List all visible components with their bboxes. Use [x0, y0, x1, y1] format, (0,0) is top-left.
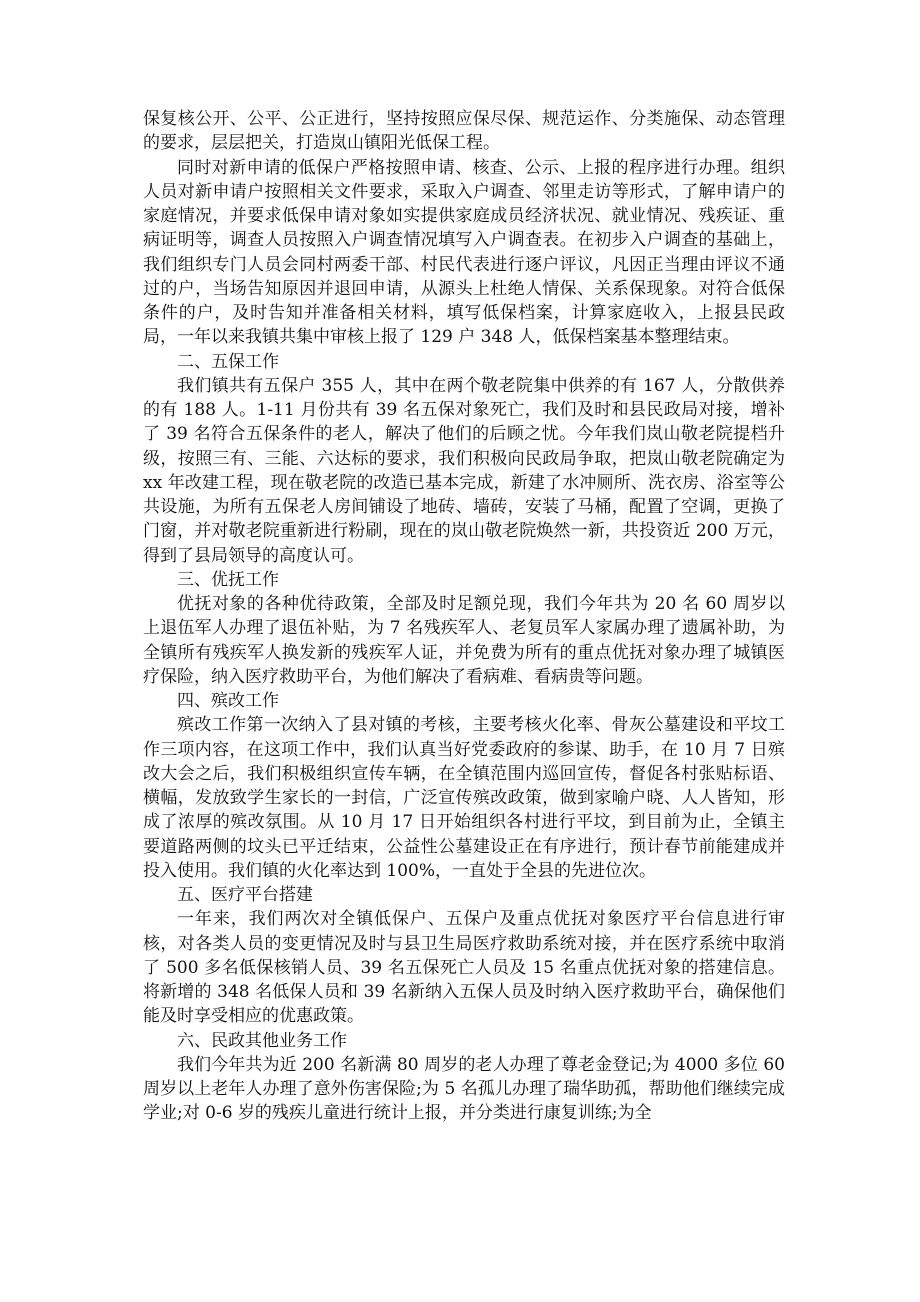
- document-page: [143, 107, 785, 1126]
- section-heading-wubao: 二、五保工作: [177, 351, 279, 372]
- section-heading-other-work: 六、民政其他业务工作: [177, 1030, 347, 1051]
- paragraph-other-work: 我们今年共为近 200 名新满 80 周岁的老人办理了尊老金登记;为 4000 多位 60 周岁以上老年人办理了意外伤害保险;为 5 名孤儿办理了瑞华助孤，帮助他们继续完成学业;对 0-6 岁的残疾儿童进行统计上报，并分类进行康复训练;为全: [143, 1054, 785, 1124]
- paragraph-youfu: 优抚对象的各种优待政策，全部及时足额兑现，我们今年共为 20 名 60 周岁以上退伍军人办理了退伍补贴，为 7 名残疾军人、老复员军人家属办理了遗属补助，为全镇所有残疾军人换发新的残疾军人证，并免费为所有的重点优抚对象办理了城镇医疗保险，纳入医疗救助平台，为他们解决了看病难、看病贵等问题。: [143, 594, 785, 687]
- paragraph-wubao: 我们镇共有五保户 355 人，其中在两个敬老院集中供养的有 167 人，分散供养的有 188 人。1-11 月份共有 39 名五保对象死亡，我们及时和县民政局对接，增补了 39 名符合五保条件的老人，解决了他们的后顾之忧。今年我们岚山敬老院提档升级，按照三有、三能、六达标的要求，我们积极向民政局争取，把岚山敬老院确定为 xx 年改建工程，现在敬老院的改造已基本完成，新建了水冲厕所、洗衣房、浴室等公共设施，为所有五保老人房间铺设了地砖、墙砖，安装了马桶，配置了空调，更换了门窗，并对敬老院重新进行粉刷，现在的岚山敬老院焕然一新，共投资近 200 万元，得到了县局领导的高度认可。: [143, 375, 785, 566]
- paragraph-continued: 保复核公开、公平、公正进行，坚持按照应保尽保、规范运作、分类施保、动态管理的要求，层层把关，打造岚山镇阳光低保工程。: [143, 109, 785, 154]
- section-heading-youfu: 三、优抚工作: [177, 569, 279, 590]
- paragraph-bingai: 殡改工作第一次纳入了县对镇的考核，主要考核火化率、骨灰公墓建设和平坟工作三项内容，在这项工作中，我们认真当好党委政府的参谋、助手，在 10 月 7 日殡改大会之后，我们积极组织宣传车辆，在全镇范围内巡回宣传，督促各村张贴标语、横幅，发放致学生家长的一封信，广泛宣传殡改政策，做到家喻户晓、人人皆知，形成了浓厚的殡改氛围。从 10 月 17 日开始组织各村进行平坟，到目前为止，全镇主要道路两侧的坟头已平迁结束，公益性公墓建设正在有序进行，预计春节前能建成并投入使用。我们镇的火化率达到 100%，一直处于全县的先进位次。: [143, 715, 785, 881]
- section-heading-bingai: 四、殡改工作: [177, 691, 279, 711]
- paragraph-new-applications: 同时对新申请的低保户严格按照申请、核查、公示、上报的程序进行办理。组织人员对新申请户按照相关文件要求，采取入户调查、邻里走访等形式，了解申请户的家庭情况，并要求低保申请对象如实提供家庭成员经济状况、就业情况、残疾证、重病证明等，调查人员按照入户调查情况填写入户调查表。在初步入户调查的基础上，我们组织专门人员会同村两委干部、村民代表进行逐户评议，凡因正当理由评议不通过的户，当场告知原因并退回申请，从源头上杜绝人情保、关系保现象。对符合低保条件的户，及时告知并准备相关材料，填写低保档案，计算家庭收入，上报县民政局，一年以来我镇共集中审核上报了 129 户 348 人，低保档案基本整理结束。: [143, 157, 785, 348]
- paragraph-medical-platform: 一年来，我们两次对全镇低保户、五保户及重点优抚对象医疗平台信息进行审核，对各类人员的变更情况及时与县卫生局医疗救助系统对接，并在医疗系统中取消了 500 多名低保核销人员、39 名五保死亡人员及 15 名重点优抚对象的搭建信息。将新增的 348 名低保人员和 39 名新纳入五保人员及时纳入医疗救助平台，确保他们能及时享受相应的优惠政策。: [143, 909, 785, 1027]
- section-heading-medical-platform: 五、医疗平台搭建: [177, 885, 313, 905]
